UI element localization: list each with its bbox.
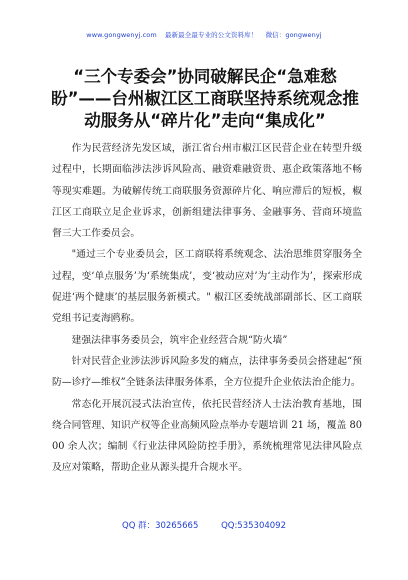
paragraph-intro: 作为民营经济先发区域，浙江省台州市椒江区民营企业在转型升级过程中，长期面临涉法涉诉风险高、融资难融资贵、惠企政策落地不畅等现实难题。为破解传统工商联服务资源碎片化、响应滞后的短板，椒江区工商联立足企业诉求，创新组建法律事务、金融事务、营商环境监督三大工作委员会。 xyxy=(52,143,362,240)
site-footer xyxy=(0,519,408,531)
article-body xyxy=(52,138,362,479)
qq-contact: QQ:535304092 xyxy=(221,521,286,531)
wechat-contact: 微信：gongwenyj xyxy=(265,31,322,39)
paragraph-training: 常态化开展沉浸式法治宣传，依托民营经济人士法治教育基地，围绕合同管理、知识产权等企业高频风险点举办专题培训 21 场，覆盖 8000 余人次；编制《行业法律风险防控手册》，系统梳理常见法律风险点及应对策略，帮助企业从源头提升合规水平。 xyxy=(52,398,362,474)
site-header xyxy=(0,30,408,39)
paragraph-quote: "通过三个专业委员会，区工商联将系统观念、法治思维贯穿服务全过程，变‘单点服务’为‘系统集成’，变‘被动应对’为‘主动作为’，探索形成促进‘两个健康’的基层服务新模式。" 椒江区委统战部副部长、区工商联党组书记麦海鸥称。 xyxy=(52,249,362,325)
qq-group-contact: QQ 群：30265665 xyxy=(122,521,199,531)
article-title: “三个专委会”协同破解民企“急难愁盼”——台州椒江区工商联坚持系统观念推动服务从“碎片化”走向“集成化” xyxy=(51,67,359,130)
site-url-link[interactable]: www.gongwenyj.com xyxy=(86,31,157,39)
paragraph-legal-service: 针对民营企业涉法涉诉风险多发的痛点，法律事务委员会搭建起“预防—诊疗—维权”全链条法律服务体系，全方位提升企业依法治企能力。 xyxy=(52,355,362,389)
section-heading-legal: 建强法律事务委员会，筑牢企业经营合规“防火墙” xyxy=(71,334,288,346)
site-slogan: 最新最全最专业的公文资料库！ xyxy=(164,31,258,39)
